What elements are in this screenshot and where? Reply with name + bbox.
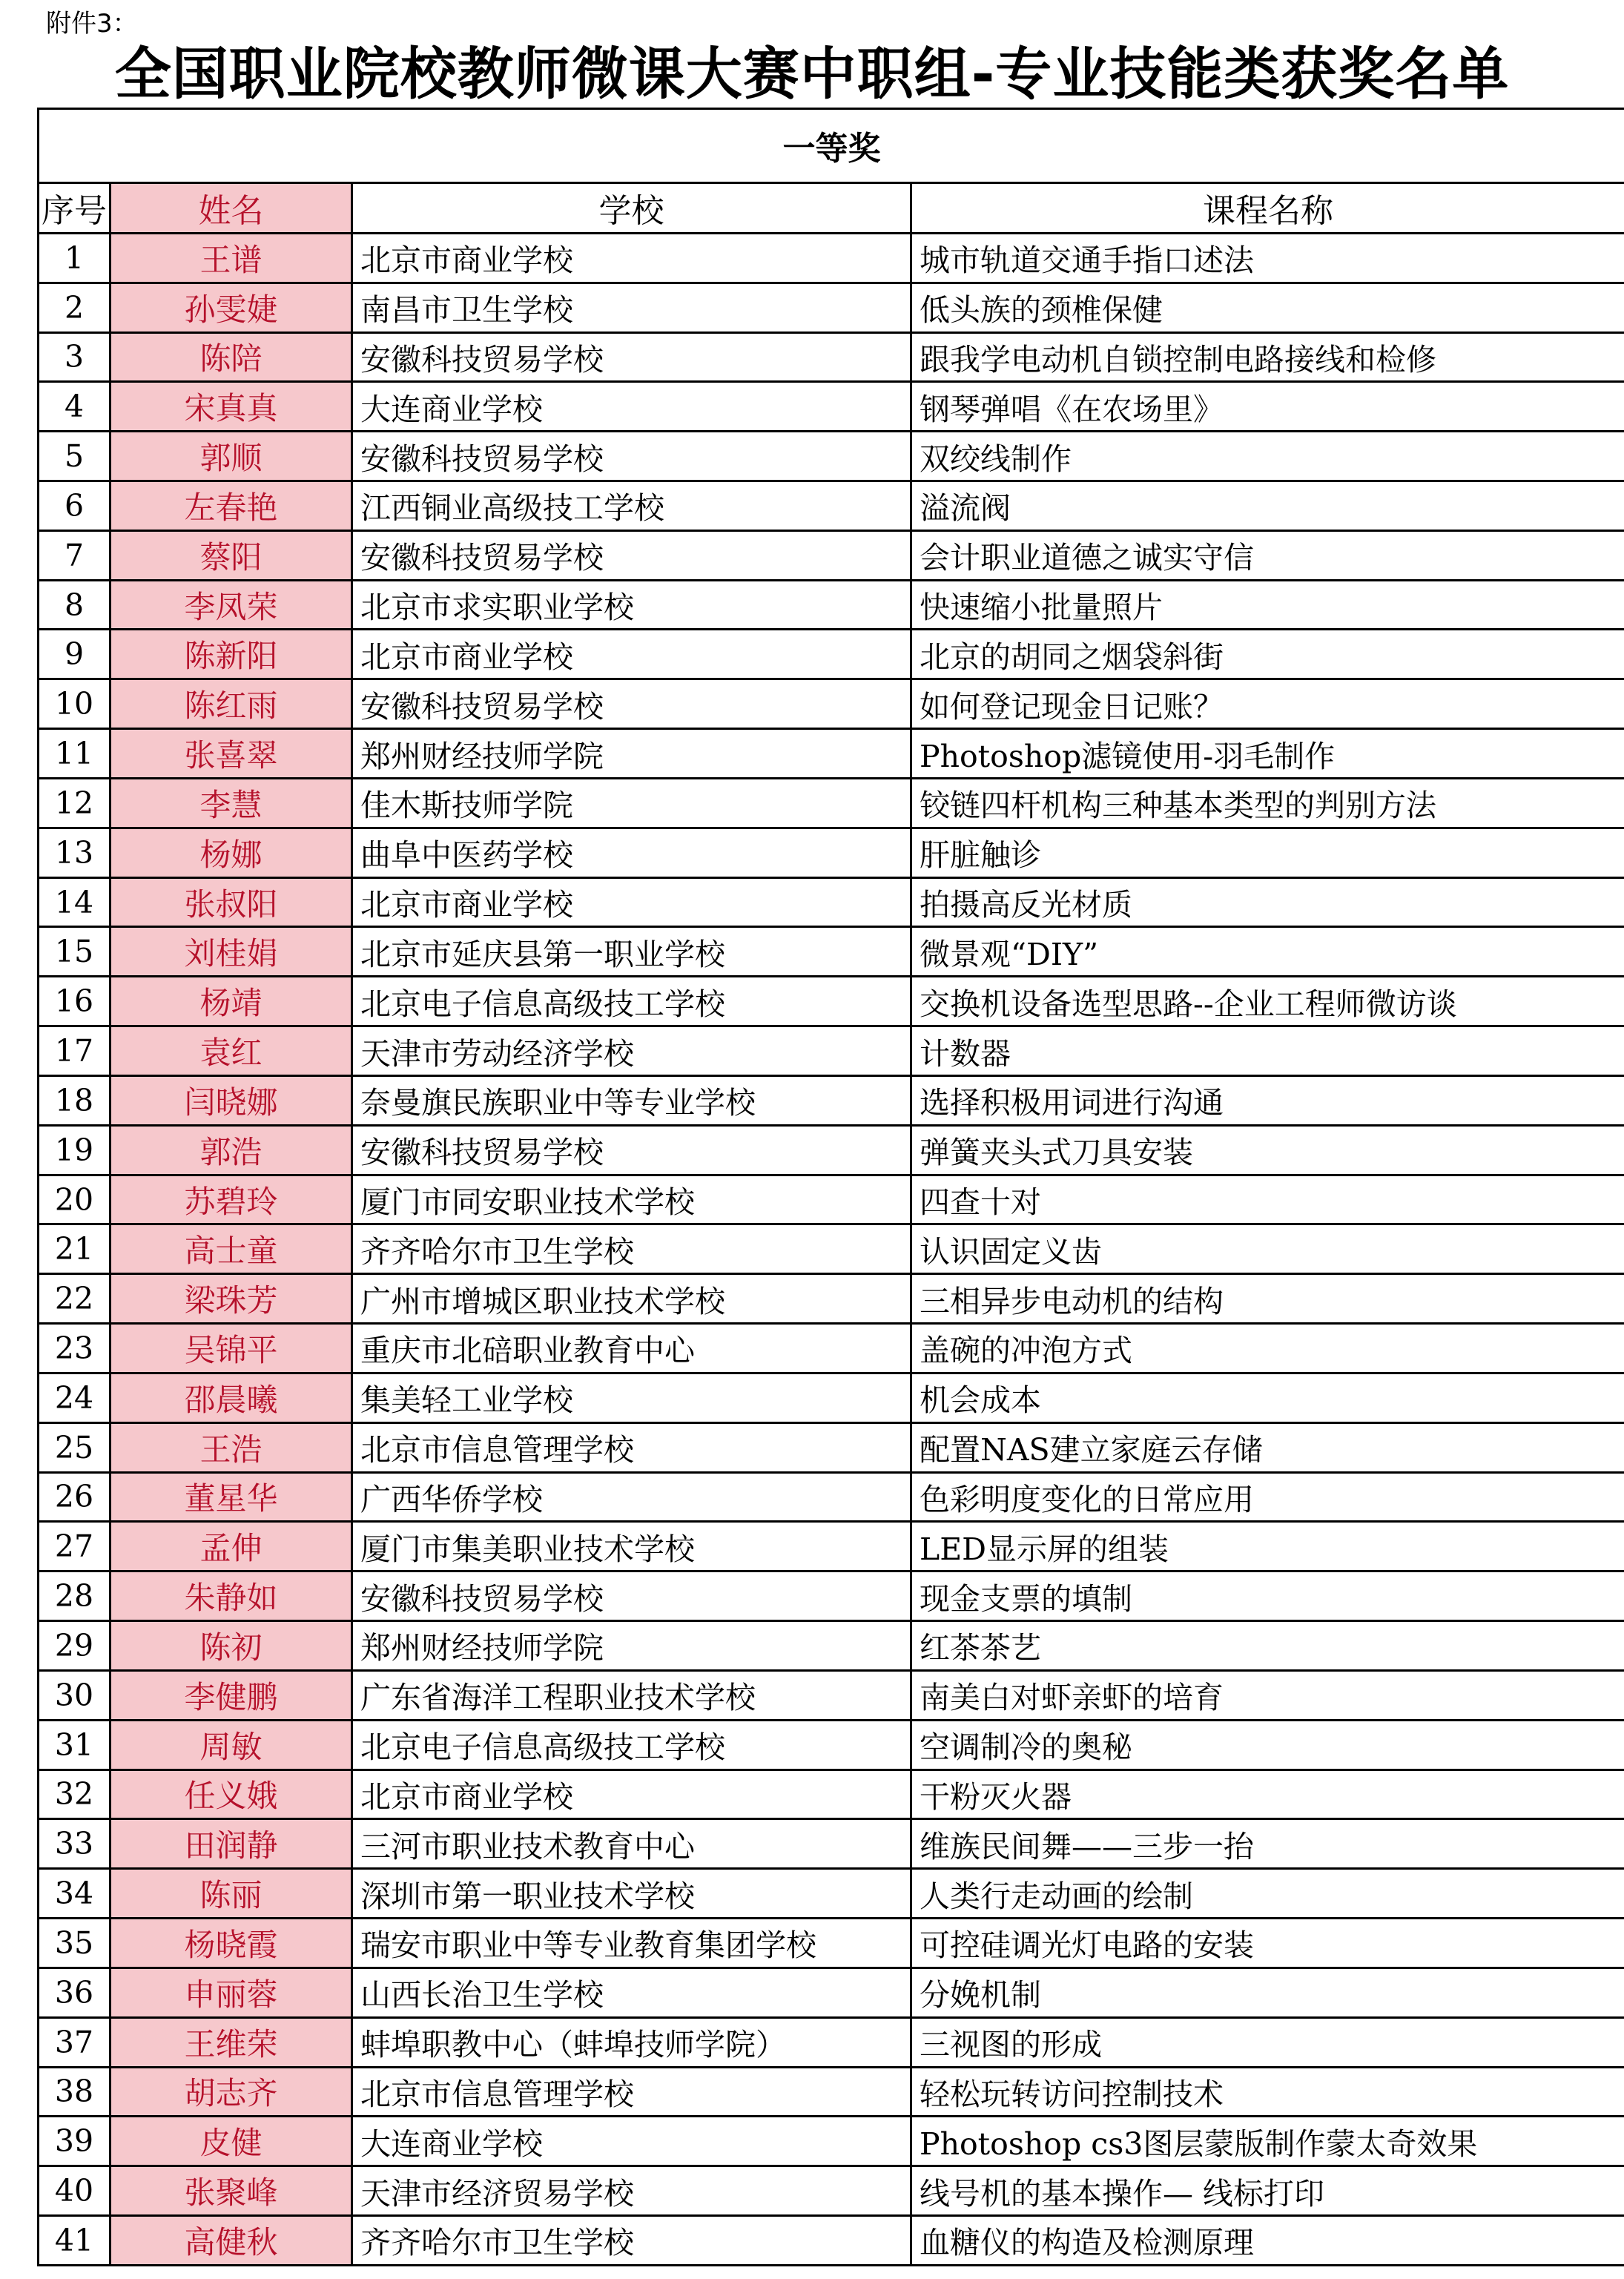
school-name: 北京市信息管理学校	[352, 2067, 911, 2117]
winner-name: 高健秋	[110, 2215, 352, 2265]
table-row	[39, 1274, 1624, 1324]
table-row	[39, 530, 1624, 580]
table-row	[39, 1324, 1624, 1373]
winner-name: 陈新阳	[110, 630, 352, 679]
winner-name: 陈陪	[110, 332, 352, 382]
row-number: 10	[39, 679, 110, 729]
row-number: 14	[39, 877, 110, 927]
winner-name: 王维荣	[110, 2017, 352, 2067]
table-row	[39, 778, 1624, 828]
row-number: 22	[39, 1274, 110, 1324]
winner-name: 张聚峰	[110, 2166, 352, 2216]
table-row	[39, 2166, 1624, 2216]
row-number: 35	[39, 1919, 110, 1968]
winner-name: 陈初	[110, 1621, 352, 1671]
row-number: 25	[39, 1422, 110, 1472]
winner-name: 杨晓霞	[110, 1919, 352, 1968]
row-number: 3	[39, 332, 110, 382]
course-title: Photoshop cs3图层蒙版制作蒙太奇效果	[911, 2117, 1624, 2166]
school-name: 天津市劳动经济学校	[352, 1026, 911, 1076]
winner-name: 田润静	[110, 1819, 352, 1869]
school-name: 南昌市卫生学校	[352, 283, 911, 332]
table-row	[39, 1571, 1624, 1621]
row-number: 30	[39, 1670, 110, 1720]
row-number: 19	[39, 1125, 110, 1175]
course-title: Photoshop滤镜使用-羽毛制作	[911, 729, 1624, 779]
course-title: 认识固定义齿	[911, 1224, 1624, 1274]
winner-name: 董星华	[110, 1472, 352, 1522]
course-title: 南美白对虾亲虾的培育	[911, 1670, 1624, 1720]
table-row	[39, 1075, 1624, 1125]
school-name: 厦门市同安职业技术学校	[352, 1175, 911, 1224]
course-title: 快速缩小批量照片	[911, 580, 1624, 630]
course-title: 微景观“DIY”	[911, 927, 1624, 977]
course-title: 血糖仪的构造及检测原理	[911, 2215, 1624, 2265]
column-header-course: 课程名称	[911, 182, 1624, 233]
row-number: 16	[39, 977, 110, 1026]
row-number: 6	[39, 481, 110, 531]
winner-name: 郭顺	[110, 432, 352, 481]
table-row	[39, 432, 1624, 481]
course-title: 机会成本	[911, 1373, 1624, 1422]
row-number: 7	[39, 530, 110, 580]
row-number: 15	[39, 927, 110, 977]
row-number: 18	[39, 1075, 110, 1125]
winner-name: 朱静如	[110, 1571, 352, 1621]
row-number: 40	[39, 2166, 110, 2216]
winner-name: 张喜翠	[110, 729, 352, 779]
winner-name: 李健鹏	[110, 1670, 352, 1720]
school-name: 三河市职业技术教育中心	[352, 1819, 911, 1869]
table-row	[39, 1919, 1624, 1968]
row-number: 11	[39, 729, 110, 779]
course-title: 交换机设备选型思路--企业工程师微访谈	[911, 977, 1624, 1026]
table-header-row	[39, 182, 1624, 233]
course-title: 现金支票的填制	[911, 1571, 1624, 1621]
school-name: 集美轻工业学校	[352, 1373, 911, 1422]
table-row	[39, 1373, 1624, 1422]
course-title: 分娩机制	[911, 1968, 1624, 2017]
school-name: 北京市延庆县第一职业学校	[352, 927, 911, 977]
school-name: 广西华侨学校	[352, 1472, 911, 1522]
course-title: 人类行走动画的绘制	[911, 1869, 1624, 1919]
table-row	[39, 1422, 1624, 1472]
course-title: 计数器	[911, 1026, 1624, 1076]
winner-name: 陈丽	[110, 1869, 352, 1919]
course-title: 肝脏触诊	[911, 828, 1624, 877]
school-name: 天津市经济贸易学校	[352, 2166, 911, 2216]
row-number: 4	[39, 382, 110, 432]
school-name: 佳木斯技师学院	[352, 778, 911, 828]
table-row	[39, 1968, 1624, 2017]
school-name: 安徽科技贸易学校	[352, 1125, 911, 1175]
table-row	[39, 2017, 1624, 2067]
document-title: 全国职业院校教师微课大赛中职组-专业技能类获奖名单	[114, 41, 1510, 107]
row-number: 28	[39, 1571, 110, 1621]
winner-name: 李慧	[110, 778, 352, 828]
table-row	[39, 977, 1624, 1026]
winner-name: 闫晓娜	[110, 1075, 352, 1125]
row-number: 12	[39, 778, 110, 828]
winner-name: 孟伸	[110, 1522, 352, 1571]
table-row	[39, 2067, 1624, 2117]
school-name: 齐齐哈尔市卫生学校	[352, 1224, 911, 1274]
school-name: 齐齐哈尔市卫生学校	[352, 2215, 911, 2265]
school-name: 瑞安市职业中等专业教育集团学校	[352, 1919, 911, 1968]
school-name: 安徽科技贸易学校	[352, 332, 911, 382]
column-header-name: 姓名	[110, 182, 352, 233]
winner-name: 孙雯婕	[110, 283, 352, 332]
course-title: 会计职业道德之诚实守信	[911, 530, 1624, 580]
table-row	[39, 1522, 1624, 1571]
row-number: 17	[39, 1026, 110, 1076]
winner-name: 高士童	[110, 1224, 352, 1274]
winner-name: 郭浩	[110, 1125, 352, 1175]
winner-name: 梁珠芳	[110, 1274, 352, 1324]
row-number: 39	[39, 2117, 110, 2166]
school-name: 安徽科技贸易学校	[352, 679, 911, 729]
winner-name: 吴锦平	[110, 1324, 352, 1373]
course-title: 如何登记现金日记账？	[911, 679, 1624, 729]
course-title: 盖碗的冲泡方式	[911, 1324, 1624, 1373]
table-row	[39, 580, 1624, 630]
winner-name: 陈红雨	[110, 679, 352, 729]
table-row	[39, 2117, 1624, 2166]
school-name: 北京电子信息高级技工学校	[352, 977, 911, 1026]
row-number: 38	[39, 2067, 110, 2117]
row-number: 34	[39, 1869, 110, 1919]
course-title: 低头族的颈椎保健	[911, 283, 1624, 332]
winner-name: 宋真真	[110, 382, 352, 432]
table-row	[39, 679, 1624, 729]
school-name: 北京市求实职业学校	[352, 580, 911, 630]
school-name: 北京市信息管理学校	[352, 1422, 911, 1472]
table-row	[39, 1720, 1624, 1770]
school-name: 深圳市第一职业技术学校	[352, 1869, 911, 1919]
school-name: 北京市商业学校	[352, 233, 911, 283]
table-row	[39, 877, 1624, 927]
row-number: 26	[39, 1472, 110, 1522]
winner-name: 杨娜	[110, 828, 352, 877]
school-name: 郑州财经技师学院	[352, 729, 911, 779]
table-row	[39, 1175, 1624, 1224]
school-name: 江西铜业高级技工学校	[352, 481, 911, 531]
winner-name: 刘桂娟	[110, 927, 352, 977]
table-row	[39, 332, 1624, 382]
school-name: 曲阜中医药学校	[352, 828, 911, 877]
course-title: 轻松玩转访问控制技术	[911, 2067, 1624, 2117]
course-title: 配置NAS建立家庭云存储	[911, 1422, 1624, 1472]
winner-name: 左春艳	[110, 481, 352, 531]
table-row	[39, 729, 1624, 779]
school-name: 大连商业学校	[352, 382, 911, 432]
school-name: 奈曼旗民族职业中等专业学校	[352, 1075, 911, 1125]
course-title: 城市轨道交通手指口述法	[911, 233, 1624, 283]
winner-name: 皮健	[110, 2117, 352, 2166]
table-row	[39, 1869, 1624, 1919]
course-title: 干粉灭火器	[911, 1770, 1624, 1819]
course-title: 钢琴弹唱《在农场里》	[911, 382, 1624, 432]
row-number: 27	[39, 1522, 110, 1571]
award-table	[37, 108, 1624, 2266]
school-name: 广东省海洋工程职业技术学校	[352, 1670, 911, 1720]
winner-name: 任义娥	[110, 1770, 352, 1819]
winner-name: 胡志齐	[110, 2067, 352, 2117]
course-title: 溢流阀	[911, 481, 1624, 531]
winner-name: 申丽蓉	[110, 1968, 352, 2017]
winner-name: 李凤荣	[110, 580, 352, 630]
school-name: 北京电子信息高级技工学校	[352, 1720, 911, 1770]
row-number: 29	[39, 1621, 110, 1671]
course-title: 拍摄高反光材质	[911, 877, 1624, 927]
row-number: 32	[39, 1770, 110, 1819]
row-number: 33	[39, 1819, 110, 1869]
winner-name: 蔡阳	[110, 530, 352, 580]
course-title: 色彩明度变化的日常应用	[911, 1472, 1624, 1522]
table-row	[39, 1819, 1624, 1869]
school-name: 北京市商业学校	[352, 877, 911, 927]
winner-name: 周敏	[110, 1720, 352, 1770]
school-name: 大连商业学校	[352, 2117, 911, 2166]
school-name: 厦门市集美职业技术学校	[352, 1522, 911, 1571]
column-header-school: 学校	[352, 182, 911, 233]
table-row	[39, 1621, 1624, 1671]
attachment-label: 附件3：	[46, 9, 138, 39]
table-row	[39, 1224, 1624, 1274]
course-title: 选择积极用词进行沟通	[911, 1075, 1624, 1125]
course-title: 双绞线制作	[911, 432, 1624, 481]
winner-name: 苏碧玲	[110, 1175, 352, 1224]
course-title: 维族民间舞——三步一抬	[911, 1819, 1624, 1869]
row-number: 31	[39, 1720, 110, 1770]
section-row	[39, 109, 1624, 183]
table-row	[39, 1125, 1624, 1175]
row-number: 37	[39, 2017, 110, 2067]
table-row	[39, 481, 1624, 531]
course-title: 北京的胡同之烟袋斜街	[911, 630, 1624, 679]
table-row	[39, 1026, 1624, 1076]
table-row	[39, 382, 1624, 432]
row-number: 41	[39, 2215, 110, 2265]
course-title: 三视图的形成	[911, 2017, 1624, 2067]
course-title: 线号机的基本操作— 线标打印	[911, 2166, 1624, 2216]
course-title: 跟我学电动机自锁控制电路接线和检修	[911, 332, 1624, 382]
table-row	[39, 233, 1624, 283]
course-title: 铰链四杆机构三种基本类型的判别方法	[911, 778, 1624, 828]
table-row	[39, 1472, 1624, 1522]
winner-name: 杨靖	[110, 977, 352, 1026]
table-row	[39, 927, 1624, 977]
row-number: 13	[39, 828, 110, 877]
column-header-no: 序号	[39, 182, 110, 233]
winner-name: 袁红	[110, 1026, 352, 1076]
section-title: 一等奖	[39, 109, 1624, 183]
course-title: 三相异步电动机的结构	[911, 1274, 1624, 1324]
row-number: 2	[39, 283, 110, 332]
course-title: 空调制冷的奥秘	[911, 1720, 1624, 1770]
row-number: 23	[39, 1324, 110, 1373]
school-name: 安徽科技贸易学校	[352, 432, 911, 481]
winner-name: 邵晨曦	[110, 1373, 352, 1422]
table-row	[39, 1670, 1624, 1720]
table-row	[39, 630, 1624, 679]
school-name: 山西长治卫生学校	[352, 1968, 911, 2017]
table-row	[39, 1770, 1624, 1819]
row-number: 8	[39, 580, 110, 630]
school-name: 北京市商业学校	[352, 630, 911, 679]
school-name: 安徽科技贸易学校	[352, 530, 911, 580]
row-number: 1	[39, 233, 110, 283]
row-number: 36	[39, 1968, 110, 2017]
school-name: 安徽科技贸易学校	[352, 1571, 911, 1621]
row-number: 20	[39, 1175, 110, 1224]
school-name: 重庆市北碚职业教育中心	[352, 1324, 911, 1373]
school-name: 蚌埠职教中心（蚌埠技师学院）	[352, 2017, 911, 2067]
table-row	[39, 283, 1624, 332]
row-number: 21	[39, 1224, 110, 1274]
school-name: 广州市增城区职业技术学校	[352, 1274, 911, 1324]
table-row	[39, 2215, 1624, 2265]
winner-name: 张叔阳	[110, 877, 352, 927]
school-name: 北京市商业学校	[352, 1770, 911, 1819]
course-title: LED显示屏的组装	[911, 1522, 1624, 1571]
winner-name: 王浩	[110, 1422, 352, 1472]
school-name: 郑州财经技师学院	[352, 1621, 911, 1671]
course-title: 可控硅调光灯电路的安装	[911, 1919, 1624, 1968]
row-number: 24	[39, 1373, 110, 1422]
table-row	[39, 828, 1624, 877]
winner-name: 王谱	[110, 233, 352, 283]
course-title: 红茶茶艺	[911, 1621, 1624, 1671]
row-number: 5	[39, 432, 110, 481]
course-title: 弹簧夹头式刀具安装	[911, 1125, 1624, 1175]
course-title: 四查十对	[911, 1175, 1624, 1224]
row-number: 9	[39, 630, 110, 679]
